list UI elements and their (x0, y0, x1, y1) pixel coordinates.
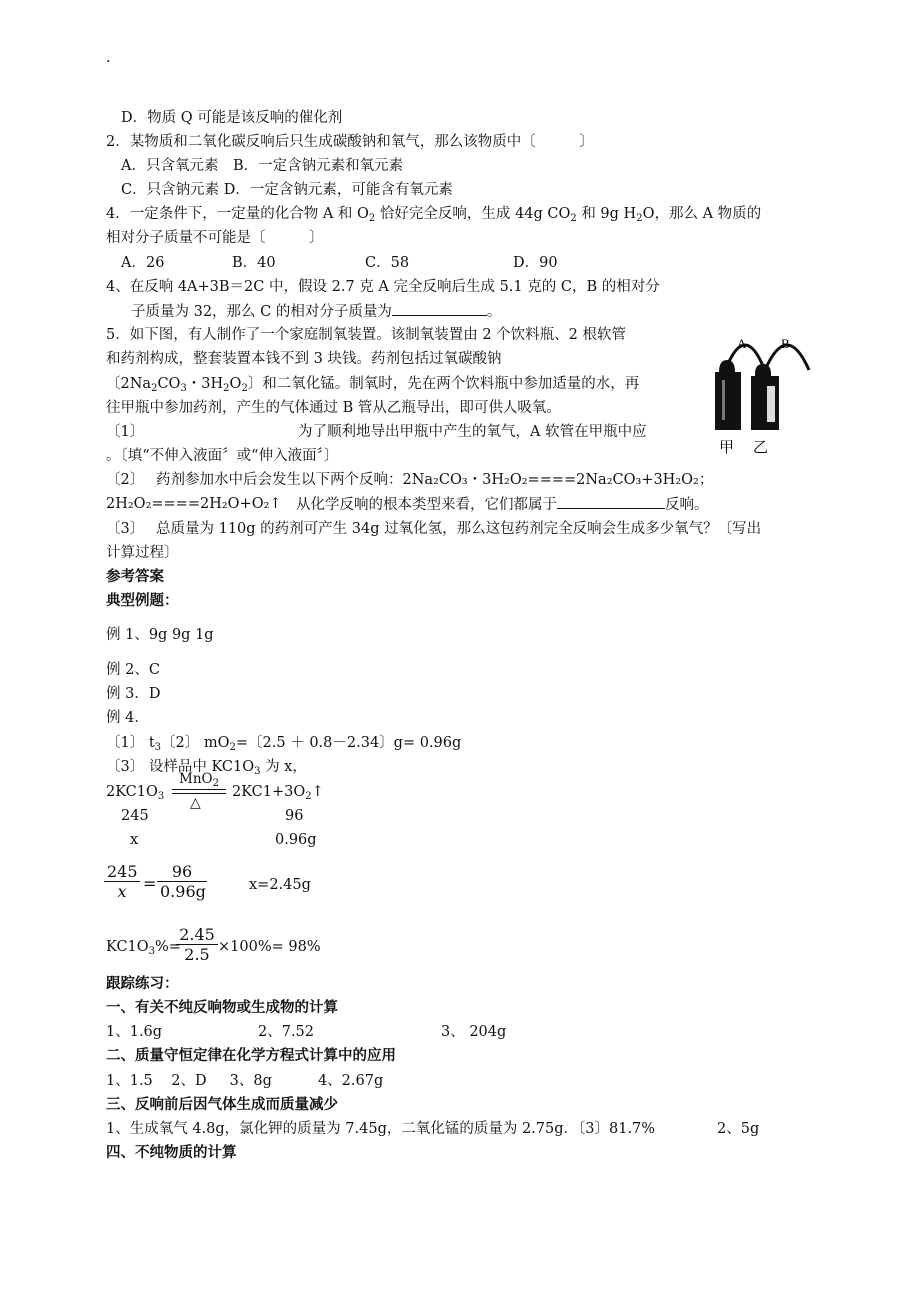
typical-examples-heading: 典型例题： (106, 592, 179, 609)
section-3-answer-2: 2、5g (717, 1121, 760, 1137)
q5-part3-line2: 计算过程〕 (106, 545, 179, 561)
section-3-answer-1: 1、生成氧气 4.8g，氯化钾的质量为 7.45g，二氧化锰的质量为 2.75g．〔3〕81.7% (106, 1121, 656, 1137)
fraction-equals: = (143, 874, 157, 893)
fraction-245-over-25: 2.45 2.5 (176, 925, 218, 964)
q4a-option-a: A．26 (121, 255, 165, 271)
q1-option-d: D．物质 Q 可能是该反响的催化剂 (121, 110, 343, 126)
q2-stem: 2．某物质和二氧化碳反响后只生成碳酸钠和氧气，那么该物质中〔 〕 (106, 134, 594, 150)
example-4-part1: 〔1〕 $t_3$〔2〕 $mO_2=$〔2.5 ＋ 0.8－2.34〕g= 0.96g (106, 735, 462, 753)
label-a: A (737, 336, 747, 351)
example-3: 例 3．D (106, 686, 161, 702)
tracking-exercises-heading: 跟踪练习： (106, 975, 179, 992)
example-4: 例 4． (106, 710, 149, 726)
label-yi: 乙 (753, 438, 769, 456)
q5-line4: 往甲瓶中参加药剂，产生的气体通过 B 管从乙瓶导出，即可供人吸氧。 (106, 400, 561, 416)
q5-part2-text: 药剂参加水中后会发生以下两个反响：2Na₂CO₃・3H₂O₂====2Na₂CO₃+3H₂O₂； (156, 472, 714, 488)
section-1-answer-2: 2、7.52 (258, 1024, 315, 1040)
example-2: 例 2、C (106, 662, 160, 678)
mass-96: 96 (285, 808, 304, 824)
q5-part2-number: 〔2〕 (106, 472, 145, 488)
q4a-stem: 4．一定条件下，一定量的化合物 A 和 $O_2$ 恰好完全反响，生成 44g $CO_2$ 和 9g $H_2O$，那么 A 物质的 (106, 206, 762, 224)
catalyst-label: MnO$_2$ (179, 771, 219, 789)
equation-right: $2KC1+3O_2↑$ (232, 784, 324, 802)
bottle-jia-body (715, 372, 741, 430)
section-1-answer-3: 3、 204g (441, 1024, 507, 1040)
bottle-label (767, 386, 775, 422)
label-b: B (781, 336, 790, 351)
q5-part3-text: 总质量为 110g 的药剂可产生 34g 过氧化氢，那么这包药剂完全反响会生成多少氧气？〔写出 (156, 521, 762, 537)
section-2-answers: 1、1.5 2、D 3、8g 4、2.67g (106, 1073, 384, 1089)
header-dot: . (106, 50, 111, 66)
section-1-answer-1: 1、1.6g (106, 1024, 163, 1040)
section-4-title: 四、不纯物质的计算 (106, 1144, 237, 1161)
kclo3-percent-label: $KC1O_3\%=$ (106, 939, 181, 957)
bottle-highlight (722, 380, 725, 420)
q4a-option-c: C．58 (365, 255, 410, 271)
q5-part2-question: 从化学反响的根本类型来看，它们都属于 反响。 (296, 494, 709, 515)
answers-heading: 参考答案 (106, 568, 164, 585)
q5-part3-number: 〔3〕 (106, 521, 145, 537)
heat-symbol: △ (190, 795, 201, 811)
label-jia: 甲 (719, 438, 735, 456)
oxygen-generator-illustration (705, 330, 815, 460)
q4b-line2: 子质量为 32，那么 C 的相对分子质量为 。 (131, 301, 501, 322)
section-1-title: 一、有关不纯反响物或生成物的计算 (106, 999, 338, 1016)
q4b-line1: 4、在反响 4A+3B＝2C 中，假设 2.7 克 A 完全反响后生成 5.1 克的 C，B 的相对分 (106, 279, 660, 295)
q2-options-ab: A．只含氧元素 B．一定含钠元素和氧元素 (121, 158, 404, 174)
q5-part1-text: 为了顺利地导出甲瓶中产生的氧气，A 软管在甲瓶中应 (298, 424, 647, 440)
q4a-option-b: B．40 (232, 255, 276, 271)
fraction-96-over-096g: 96 0.96g (157, 862, 207, 901)
example-1: 例 1、9g 9g 1g (106, 627, 214, 643)
mass-x: x (130, 832, 139, 848)
section-2-title: 二、质量守恒定律在化学方程式计算中的应用 (106, 1047, 396, 1064)
q5-line1: 5．如下图，有人制作了一个家庭制氧装置。该制氧装置由 2 个饮料瓶、2 根软管 (106, 327, 627, 343)
q2-options-cd: C．只含钠元素 D．一定含钠元素，可能含有氧元素 (121, 182, 453, 198)
section-3-title: 三、反响前后因气体生成而质量减少 (106, 1096, 338, 1113)
q5-line2: 和药剂构成，整套装置本钱不到 3 块钱。药剂包括过氧碳酸钠 (106, 351, 502, 367)
q5-line3: 〔$2Na_2CO_3$・$3H_2O_2$〕和二氧化锰。制氧时，先在两个饮料瓶中参加适量的水，再 (106, 376, 640, 394)
kclo3-percent-result: ×100%= 98% (218, 939, 321, 955)
mass-245: 245 (121, 808, 149, 824)
q5-part2-eq: 2H₂O₂====2H₂O+O₂↑ (106, 496, 282, 512)
q5-part1-number: 〔1〕 (106, 424, 145, 440)
q4a-stem-line2: 相对分子质量不可能是〔 〕 (106, 230, 324, 246)
q5-part1-line2: 。〔填“不伸入液面〞或“伸入液面〞〕 (106, 448, 339, 464)
mass-096: 0.96g (275, 832, 317, 848)
example-4-part3: 〔3〕 设样品中 $KC1O_3$ 为 x， (106, 759, 307, 777)
q4a-option-d: D．90 (513, 255, 558, 271)
fraction-245-over-x: 245 x (104, 862, 140, 901)
answer-blank[interactable] (392, 301, 487, 316)
reaction-double-line (172, 789, 226, 794)
equation-left: $2KC1O_3$ (106, 784, 165, 802)
answer-blank[interactable] (557, 494, 665, 509)
x-result: x=2.45g (249, 877, 311, 893)
